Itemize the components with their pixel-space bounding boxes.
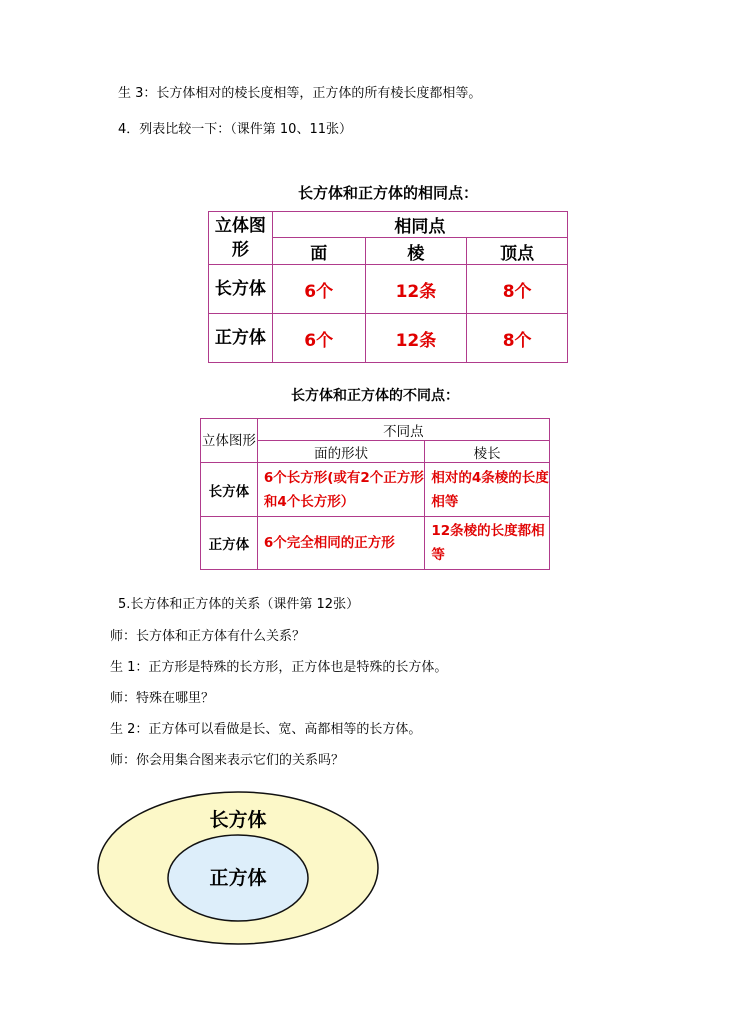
text-line: 生 3：长方体相对的棱长度相等，正方体的所有棱长度都相等。 bbox=[118, 86, 482, 101]
table2-cell: 相对的4条棱的长度相等 bbox=[425, 463, 550, 517]
table2-head-col: 立体图形 bbox=[201, 419, 258, 463]
text-line: 4．列表比较一下：（课件第 10、11张） bbox=[118, 122, 352, 137]
table2-head-group: 不同点 bbox=[257, 419, 549, 441]
table1-head-group: 相同点 bbox=[272, 212, 567, 238]
table1-col-face: 面 bbox=[272, 238, 365, 265]
table2-row-label: 长方体 bbox=[201, 463, 258, 517]
table2-col-shape: 面的形状 bbox=[257, 441, 425, 463]
table1-cell: 12条 bbox=[365, 265, 467, 314]
table2-title: 长方体和正方体的不同点： bbox=[291, 388, 459, 404]
table1-row-label: 正方体 bbox=[209, 314, 273, 363]
text-line: 师：长方体和正方体有什么关系？ bbox=[110, 629, 306, 644]
table1-title: 长方体和正方体的相同点： bbox=[297, 184, 478, 202]
table2-row-label: 正方体 bbox=[201, 517, 258, 570]
table1-col-vertex: 顶点 bbox=[467, 238, 568, 265]
table2-cell: 12条棱的长度都相等 bbox=[425, 517, 550, 570]
text-line: 师：你会用集合图来表示它们的关系吗？ bbox=[110, 753, 345, 768]
cuboid-label: 长方体 bbox=[209, 809, 267, 831]
text-line: 生 1：正方形是特殊的长方形，正方体也是特殊的长方体。 bbox=[110, 660, 448, 675]
table1-cell: 6个 bbox=[272, 314, 365, 363]
table2-cell: 6个长方形(或有2个正方形和4个长方形） bbox=[257, 463, 425, 517]
table1-cell: 12条 bbox=[365, 314, 467, 363]
text-line: 生 2：正方体可以看做是长、宽、高都相等的长方体。 bbox=[110, 722, 422, 737]
table1-cell: 8个 bbox=[467, 265, 568, 314]
table1-cell: 8个 bbox=[467, 314, 568, 363]
table1-col-edge: 棱 bbox=[365, 238, 467, 265]
table1-row-label: 长方体 bbox=[209, 265, 273, 314]
set-venn-diagram bbox=[95, 788, 385, 948]
table1-cell: 6个 bbox=[272, 265, 365, 314]
cube-label: 正方体 bbox=[209, 867, 267, 889]
table1-head-col: 立体图形 bbox=[209, 212, 273, 265]
table2-col-edge-length: 棱长 bbox=[425, 441, 550, 463]
same-points-table bbox=[208, 211, 568, 363]
text-line: 师：特殊在哪里？ bbox=[110, 691, 215, 706]
table2-cell: 6个完全相同的正方形 bbox=[257, 517, 425, 570]
differences-table bbox=[200, 418, 550, 570]
text-line: 5.长方体和正方体的关系（课件第 12张） bbox=[118, 597, 360, 612]
